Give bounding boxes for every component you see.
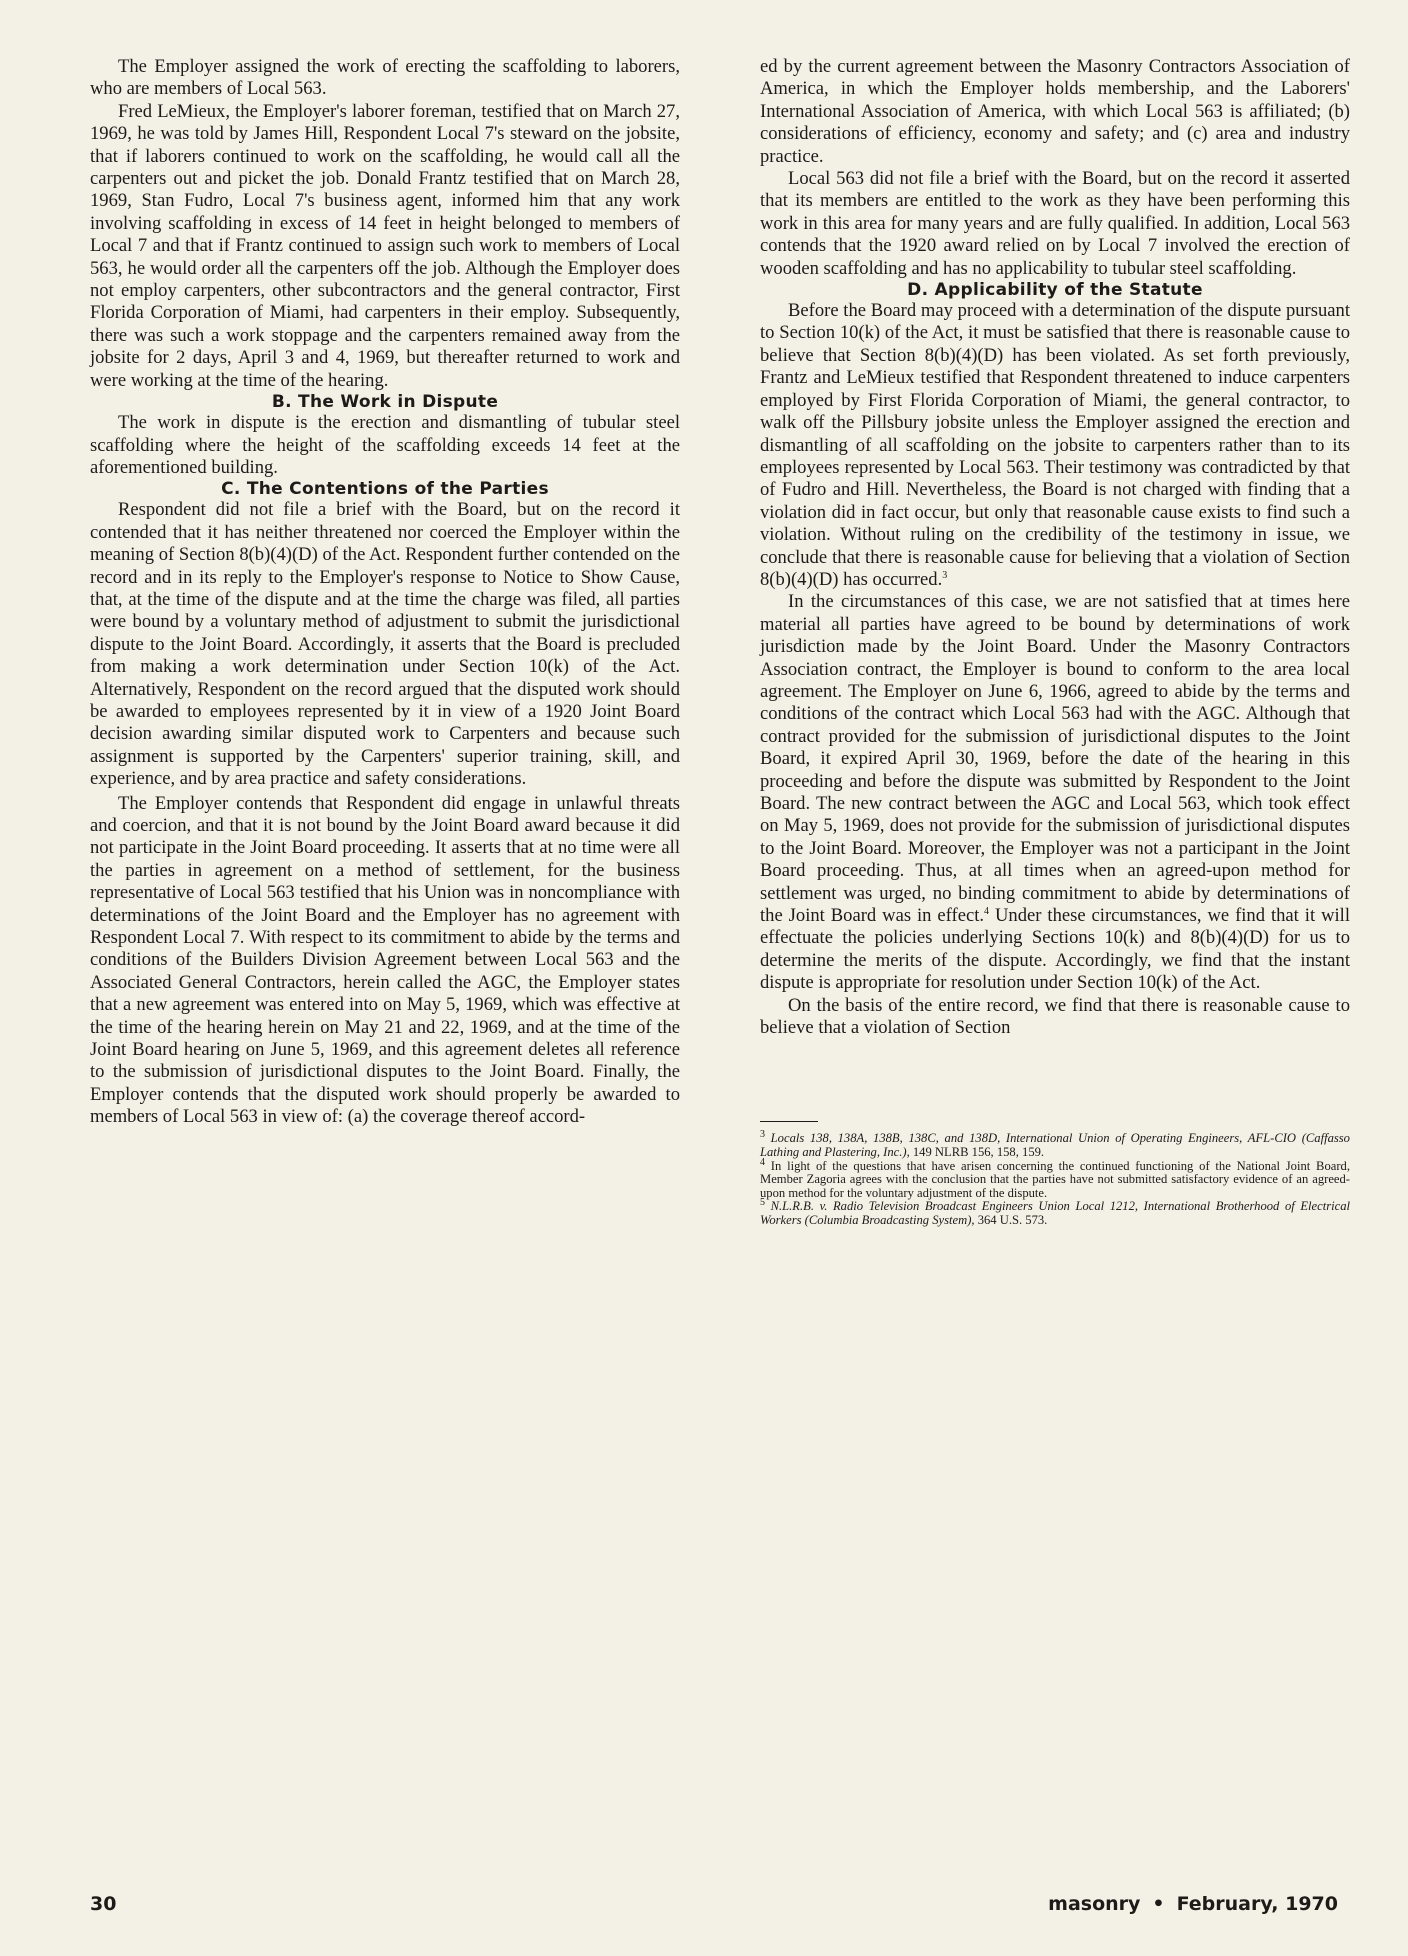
footnote-4 <box>760 1156 1350 1201</box>
paragraph: Fred LeMieux, the Employer's laborer foreman, testified that on March 27, 1969, he was told by James Hill, Respondent Local 7's steward on the jobsite, that if laborers continued to work on the scaffolding, he would call all the carpenters out and picket the job. Donald Frantz testified that on March 28, 1969, Stan Fudro, Local 7's business agent, informed him that any work involving scaffolding in excess of 14 feet in height belonged to members of Local 7 and that if Frantz continued to assign such work to members of Local 563, he would order all the carpenters off the job. Although the Employer does not employ carpenters, other subcontractors and the general contractor, First Florida Corporation of Miami, had carpenters in their employ. Subsequently, there was such a work stoppage and the carpenters remained away from the jobsite for 2 days, April 3 and 4, 1969, but thereafter returned to work and were working at the time of the hearing. <box>90 100 680 391</box>
paragraph-text: In the circumstances of this case, we are not satisfied that at times here material all parties have agreed to be bound by determinations of work jurisdiction made by the Joint Board. Under the Masonry Contractors Association contract, the Employer is bound to conform to the area local agreement. The Employer on June 6, 1966, agreed to abide by the terms and conditions of the contract which Local 563 had with the AGC. Although that contract provided for the submission of jurisdictional disputes to the Joint Board, it expired April 30, 1969, before the date of the hearing in this proceeding and before the dispute was submitted by Respondent to the Joint Board. The new contract between the AGC and Local 563, which took effect on May 5, 1969, does not provide for the submission of jurisdictional disputes to the Joint Board. Moreover, the Employer was not a participant in the Joint Board proceeding. Thus, at all times when an agreed-upon method for settlement was urged, no binding commitment to abide by determinations of the Joint Board was in effect. <box>760 591 1350 927</box>
citation: 364 U.S. 573. <box>974 1213 1048 1228</box>
running-footer <box>1048 1893 1338 1915</box>
paragraph: The Employer contends that Respondent did engage in unlawful threats and coercion, and that it is not bound by the Joint Board award because it did not participate in the Joint Board proceeding. It asserts that at no time were all the parties in agreement on a method of settlement, for the business representative of Local 563 testified that his Union was in noncompliance with determinations of the Joint Board and the Employer has no agreement with Respondent Local 7. With respect to its commitment to abide by the terms and conditions of the Builders Division Agreement between Local 563 and the Associated General Contractors, herein called the AGC, the Employer states that a new agreement was entered into on May 5, 1969, which was effective at the time of the hearing herein on May 21 and 22, 1969, and at the time of the Joint Board hearing on June 5, 1969, and this agreement deletes all reference to the submission of jurisdictional disputes to the Joint Board. Finally, the Employer contends that the disputed work should properly be awarded to members of Local 563 in view of: (a) the coverage thereof accord- <box>90 792 680 1128</box>
paragraph: The work in dispute is the erection and dismantling of tubular steel scaffolding where the height of the scaffolding exceeds 14 feet at the aforementioned building. <box>90 412 680 478</box>
footnote-mark: 4 <box>760 1156 765 1168</box>
publication-name: masonry <box>1048 1893 1141 1915</box>
page-number: 30 <box>90 1893 117 1915</box>
paragraph: On the basis of the entire record, we find that there is reasonable cause to believe that a violation of Section <box>760 994 1350 1039</box>
paragraph: Local 563 did not file a brief with the Board, but on the record it asserted that its members are entitled to the work as they have been performing this work in this area for many years and are fully qualified. In addition, Local 563 contends that the 1920 award relied on by Local 7 involved the erection of wooden scaffolding and has no applicability to tubular steel scaffolding. <box>760 168 1350 279</box>
paragraph <box>760 591 1350 994</box>
footnote-mark: 5 <box>760 1197 765 1209</box>
issue-date: February, 1970 <box>1176 1893 1338 1915</box>
section-heading-c: C. The Contentions of the Parties <box>221 479 549 500</box>
paragraph: Respondent did not file a brief with the Board, but on the record it contended that it has neither threatened nor coerced the Employer within the meaning of Section 8(b)(4)(D) of the Act. Respondent further contended on the record and in its reply to the Employer's response to Notice to Show Cause, that, at the time of the dispute and at the time the charge was filed, all parties were bound by a voluntary method of adjustment to submit the jurisdictional dispute to the Joint Board. Accordingly, it asserts that the Board is precluded from making a work determination under Section 10(k) of the Act. Alternatively, Respondent on the record argued that the disputed work should be awarded to employees represented by it in view of a 1920 Joint Board decision awarding similar disputed work to Carpenters and because such assignment is supported by the Carpenters' superior training, skill, and experience, and by area practice and safety considerations. <box>90 499 680 790</box>
paragraph: The Employer assigned the work of erecting the scaffolding to laborers, who are members of Local 563. <box>90 56 680 100</box>
case-name: N.L.R.B. v. Radio Television Broadcast Engineers Union Local 1212, International Brotherhood of Electrical Workers (Columbia Broadcasting System), <box>760 1199 1350 1228</box>
citation: 149 NLRB 156, 158, 159. <box>909 1145 1045 1160</box>
left-column <box>90 56 680 1129</box>
right-column <box>760 56 1350 1228</box>
footnote-5 <box>760 1197 1350 1228</box>
paragraph <box>760 300 1350 591</box>
footnote-text: In light of the questions that have arisen concerning the continued functioning of the National Joint Board, Member Zagoria agrees with the conclusion that the parties have not submitted satisfactory evidence of an agreed-upon method for the voluntary adjustment of the dispute. <box>760 1158 1350 1200</box>
case-name: Locals 138, 138A, 138B, 138C, and 138D, International Union of Operating Engineers, AFL-CIO (Caffasso Lathing and Plastering, Inc.), <box>760 1131 1350 1160</box>
footnote-3 <box>760 1129 1350 1160</box>
paragraph: ed by the current agreement between the Masonry Contractors Association of America, in which the Employer holds membership, and the Laborers' International Association of America, with which Local 563 is affiliated; (b) considerations of efficiency, economy and safety; and (c) area and industry practice. <box>760 56 1350 167</box>
section-heading-b: B. The Work in Dispute <box>271 392 499 413</box>
bullet-separator: • <box>1152 1893 1165 1915</box>
footnote-ref: 3 <box>942 569 948 581</box>
footnote-ref: 4 <box>984 905 990 917</box>
paragraph-text: Under these circumstances, we find that it will effectuate the policies underlying Sections 10(k) and 8(b)(4)(D) for us to determine the merits of the dispute. Accordingly, we find that the instant dispute is appropriate for resolution under Section 10(k) of the Act. <box>760 905 1350 994</box>
footnotes <box>760 1129 1350 1228</box>
footnote-divider <box>760 1121 818 1122</box>
section-heading-d: D. Applicability of the Statute <box>907 280 1203 301</box>
paragraph-text: Before the Board may proceed with a determination of the dispute pursuant to Section 10(k) of the Act, it must be satisfied that there is reasonable cause to believe that Section 8(b)(4)(D) has been violated. As set forth previously, Frantz and LeMieux testified that Respondent threatened to induce carpenters employed by First Florida Corporation of Miami, the general contractor, to walk off the Pillsbury jobsite unless the Employer assigned the erection and dismantling of all scaffolding on the jobsite to carpenters rather than to its employees represented by Local 563. Their testimony was contradicted by that of Fudro and Hill. Nevertheless, the Board is not charged with finding that a violation did in fact occur, but only that reasonable cause exists to find such a violation. Without ruling on the credibility of the testimony in issue, we conclude that there is reasonable cause for believing that a violation of Section 8(b)(4)(D) has occurred. <box>760 300 1350 590</box>
footnote-mark: 3 <box>760 1129 765 1141</box>
